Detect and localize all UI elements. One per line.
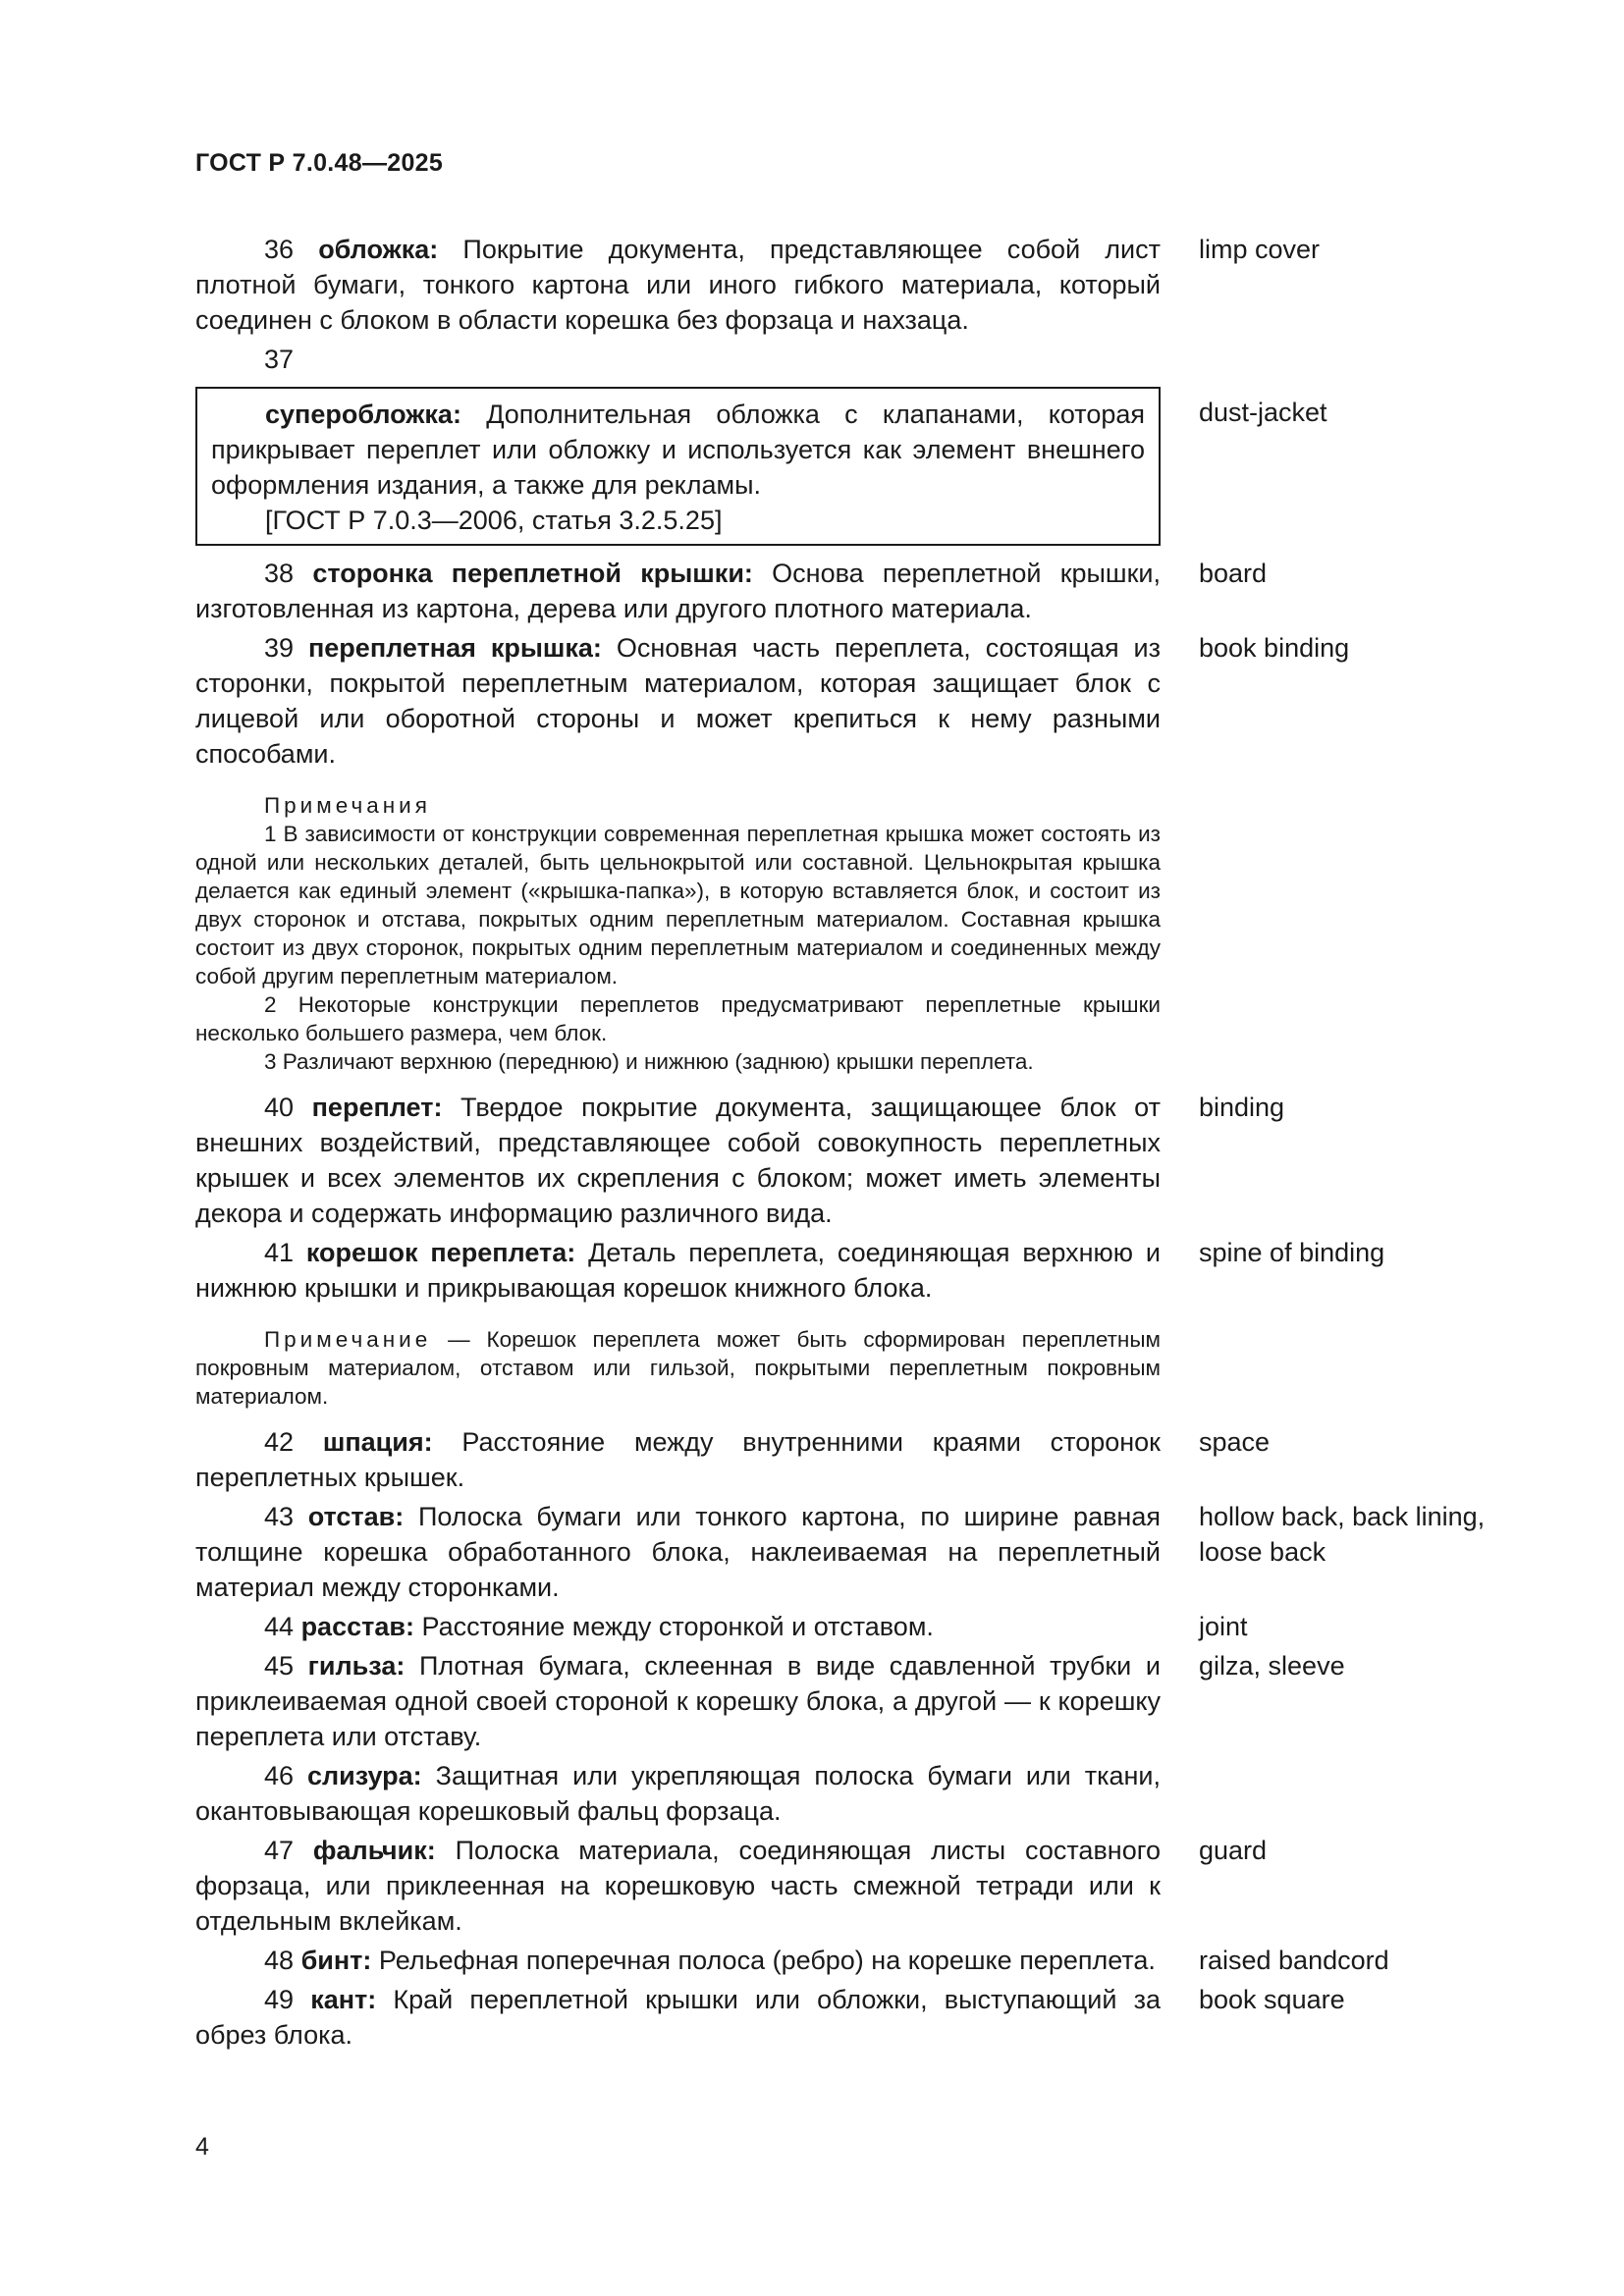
english-equivalent: hollow back, back lining, loose back [1199, 1502, 1486, 1567]
note-item-1: 1 В зависимости от конструкции современная переплетная крышка может состоять из одной или нескольких деталей, быть цельнокрытой или составной. Цельнокрытая крышка делается как единый элемент («крышка-папка»), в которую вставляется блок, и состоит из двух сторонок и отстава, покрытых одним переплетным материалом. Составная крышка состоит из двух сторонок, покрытых одним переплетным материалом и соединенных между собой другим переплетным материалом. [195, 822, 1161, 988]
term-definition: Защитная или укрепляющая полоска бумаги или ткани, окантовывающая корешковый фальц форзаца. [195, 1761, 1161, 1826]
english-equivalent: gilza, sleeve [1199, 1651, 1345, 1681]
term-name: гильза: [307, 1651, 406, 1681]
term-number: 41 [264, 1238, 295, 1267]
term-number: 44 [264, 1612, 295, 1641]
terms-list [195, 232, 1570, 2056]
english-equivalent: book square [1199, 1985, 1345, 2014]
term-name: шпация: [322, 1427, 433, 1457]
english-equivalent: guard [1199, 1836, 1268, 1865]
term-definition: Край переплетной крышки или обложки, выступающий за обрез блока. [195, 1985, 1161, 2050]
term-definition: Полоска материала, соединяющая листы составного форзаца, или приклеенная на корешковую часть смежной тетради или к отдельным вклейкам. [195, 1836, 1161, 1936]
term-name: расстав: [300, 1612, 414, 1641]
definition [195, 556, 1161, 626]
definition [195, 1090, 1161, 1231]
term-entry-39 [195, 630, 1570, 772]
english-equivalent: board [1199, 559, 1268, 588]
source-reference: [ГОСТ Р 7.0.3—2006, статья 3.2.5.25] [265, 506, 723, 535]
quoted-definition-box [195, 387, 1161, 546]
term-entry-43 [195, 1499, 1570, 1605]
english-equivalent: space [1199, 1427, 1271, 1457]
term-definition: Основа переплетной крышки, изготовленная из картона, дерева или другого плотного материала. [195, 559, 1161, 623]
term-name: сторонка переплетной крышки: [312, 559, 753, 588]
term-entry-46 [195, 1758, 1570, 1829]
term-definition: Плотная бумага, склеенная в виде сдавленной трубки и приклеиваемая одной своей стороной к корешку блока, а другой — к корешку переплета или отставу. [195, 1651, 1161, 1751]
english-equivalent: joint [1199, 1612, 1248, 1641]
document-header: ГОСТ Р 7.0.48—2025 [195, 149, 444, 177]
term-definition: Дополнительная обложка с клапанами, которая прикрывает переплет или обложку и используется как элемент внешнего оформления издания, а также для рекламы. [211, 400, 1145, 500]
note-41 [195, 1325, 1161, 1411]
term-name: переплет: [311, 1093, 443, 1122]
term-name: обложка: [318, 235, 439, 264]
term-number: 40 [264, 1093, 295, 1122]
term-name: переплетная крышка: [307, 633, 602, 663]
term-definition: Покрытие документа, представляющее собой лист плотной бумаги, тонкого картона или иного гибкого материала, который соединен с блоком в области корешка без форзаца и нахзаца. [195, 235, 1161, 335]
term-number: 48 [264, 1946, 295, 1975]
term-number-37: 37 [264, 345, 295, 374]
term-number: 43 [264, 1502, 295, 1531]
term-definition: Основная часть переплета, состоящая из сторонки, покрытой переплетным материалом, которая защищает блок с лицевой или оборотной стороны и может крепиться к нему разными способами. [195, 633, 1161, 769]
term-name: суперобложка: [265, 400, 461, 429]
note-body: — Корешок переплета может быть сформирован переплетным покровным материалом, отставом или гильзой, покрытыми переплетным покровным материалом. [195, 1327, 1161, 1409]
definition [195, 1499, 1161, 1605]
term-entry-48 [195, 1943, 1570, 1978]
term-definition: Твердое покрытие документа, защищающее блок от внешних воздействий, представляющее собой совокупность переплетных крышек и всех элементов их скрепления с блоком; может иметь элементы декора и содержать информацию различного вида. [195, 1093, 1161, 1228]
english-equivalent: spine of binding [1199, 1238, 1385, 1267]
term-name: кант: [310, 1985, 377, 2014]
term-entry-41 [195, 1235, 1570, 1306]
term-entry-40 [195, 1090, 1570, 1231]
term-entry-36 [195, 232, 1570, 338]
term-number: 46 [264, 1761, 295, 1790]
term-name: слизура: [307, 1761, 422, 1790]
english-equivalent: dust-jacket [1199, 398, 1327, 427]
english-equivalent: raised bandcord [1199, 1946, 1389, 1975]
definition [195, 1609, 1161, 1644]
note-text [195, 1325, 1161, 1411]
term-number: 38 [264, 559, 295, 588]
term-name: корешок переплета: [305, 1238, 576, 1267]
term-number: 36 [264, 235, 295, 264]
english-equivalent: binding [1199, 1093, 1285, 1122]
note-item-3: 3 Различают верхнюю (переднюю) и нижнюю (заднюю) крышки переплета. [264, 1049, 1034, 1074]
term-number: 42 [264, 1427, 295, 1457]
term-number: 49 [264, 1985, 295, 2014]
term-definition: Расстояние между внутренними краями сторонок переплетных крышек. [195, 1427, 1161, 1492]
definition [195, 232, 1161, 338]
definition [195, 1758, 1161, 1829]
note-item-2: 2 Некоторые конструкции переплетов предусматривают переплетные крышки несколько большего размера, чем блок. [195, 992, 1161, 1045]
term-entry-45 [195, 1648, 1570, 1754]
definition [195, 1648, 1161, 1754]
term-number: 45 [264, 1651, 295, 1681]
term-number: 47 [264, 1836, 295, 1865]
term-name: бинт: [300, 1946, 372, 1975]
term-name: фальчик: [312, 1836, 436, 1865]
note-heading: Примечание [264, 1327, 432, 1352]
definition [211, 397, 1145, 503]
definition [195, 1982, 1161, 2053]
definition [195, 630, 1161, 772]
term-entry-49 [195, 1982, 1570, 2053]
term-definition: Рельефная поперечная полоса (ребро) на корешке переплета. [378, 1946, 1156, 1975]
term-entry-38 [195, 556, 1570, 626]
term-entry-44 [195, 1609, 1570, 1644]
notes-heading: Примечания [264, 793, 431, 818]
term-entry-47 [195, 1833, 1570, 1939]
term-entry-37 [195, 387, 1570, 546]
term-entry-42 [195, 1424, 1570, 1495]
definition [195, 1833, 1161, 1939]
definition [195, 1424, 1161, 1495]
english-equivalent: limp cover [1199, 235, 1321, 264]
term-number: 39 [264, 633, 295, 663]
term-definition: Полоска бумаги или тонкого картона, по ширине равная толщине корешка обработанного блока, наклеиваемая на переплетный материал между сторонками. [195, 1502, 1161, 1602]
definition [195, 1943, 1161, 1978]
notes-39 [195, 791, 1161, 1076]
term-definition: Деталь переплета, соединяющая верхнюю и нижнюю крышки и прикрывающая корешок книжного блока. [195, 1238, 1161, 1303]
definition [195, 1235, 1161, 1306]
term-definition: Расстояние между сторонкой и отставом. [421, 1612, 934, 1641]
english-equivalent: book binding [1199, 633, 1350, 663]
term-name: отстав: [307, 1502, 405, 1531]
page-number: 4 [195, 2133, 209, 2161]
